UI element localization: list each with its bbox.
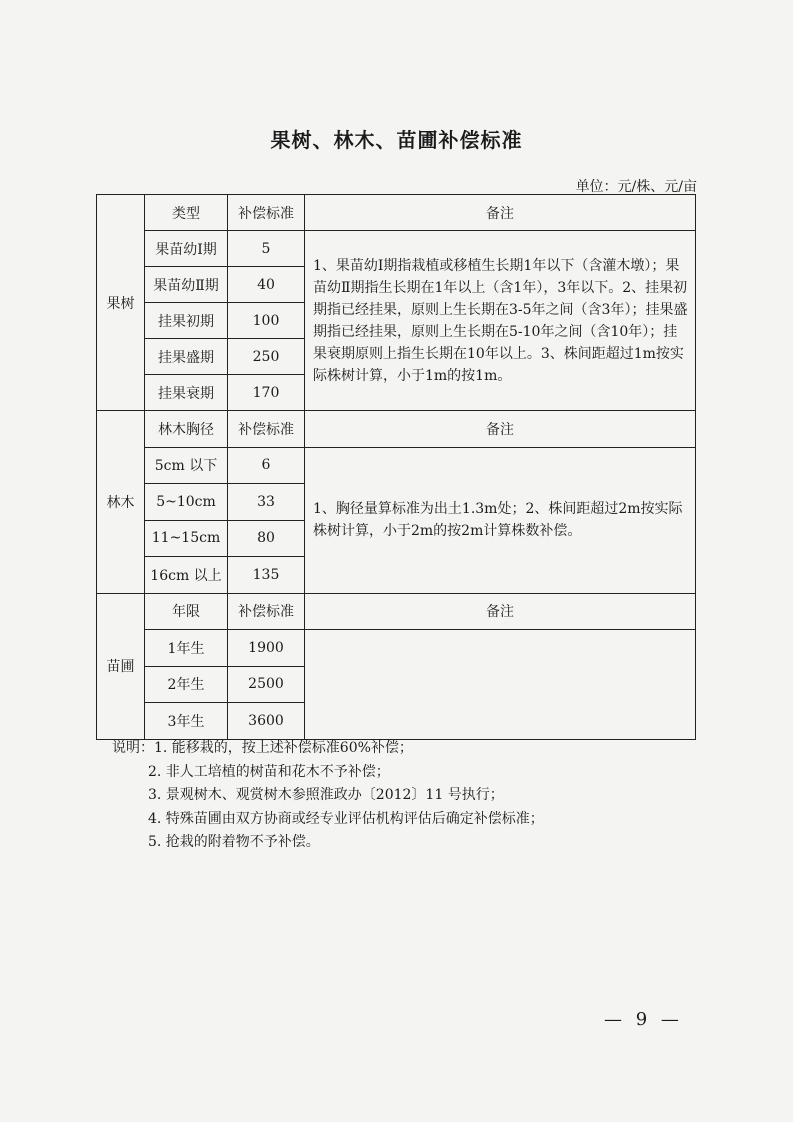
table-row <box>97 593 696 630</box>
row-type: 挂果衰期 <box>145 375 228 411</box>
row-value: 80 <box>228 520 305 557</box>
row-type: 挂果盛期 <box>145 339 228 375</box>
remark-item-1: 说明：1. 能移栽的，按上述补偿标准60%补偿； <box>112 740 413 756</box>
row-type: 挂果初期 <box>145 303 228 339</box>
row-type: 11~15cm <box>145 520 228 557</box>
column-header-standard: 补偿标准 <box>228 593 305 630</box>
compensation-table <box>96 194 696 740</box>
column-header-type: 类型 <box>145 195 228 231</box>
row-value: 2500 <box>228 666 305 703</box>
row-value: 250 <box>228 339 305 375</box>
remark-item-5: 5. 抢栽的附着物不予补偿。 <box>148 834 320 850</box>
row-value: 170 <box>228 375 305 411</box>
table-row <box>97 411 696 448</box>
remark-item-2: 2. 非人工培植的树苗和花木不予补偿； <box>148 763 390 780</box>
column-header-note: 备注 <box>305 593 696 630</box>
row-type: 5cm 以下 <box>145 447 228 484</box>
page-number: — 9 — <box>604 1009 683 1030</box>
remark-item-4: 4. 特殊苗圃由双方协商或经专业评估机构评估后确定补偿标准； <box>148 810 544 827</box>
row-type: 果苗幼Ⅰ期 <box>145 231 228 267</box>
category-forest: 林木 <box>97 411 145 594</box>
forest-note: 1、胸径量算标准为出土1.3m处；2、株间距超过2m按实际株树计算，小于2m的按2m计算株数补偿。 <box>305 447 696 593</box>
row-type: 3年生 <box>145 703 228 740</box>
table-row <box>97 447 696 484</box>
row-type: 16cm 以上 <box>145 557 228 594</box>
remarks-label: 说明： <box>112 740 154 756</box>
column-header-type: 林木胸径 <box>145 411 228 448</box>
row-value: 135 <box>228 557 305 594</box>
remarks-block <box>112 737 544 855</box>
row-value: 3600 <box>228 703 305 740</box>
row-type: 2年生 <box>145 666 228 703</box>
table-row <box>97 231 696 267</box>
row-value: 33 <box>228 484 305 521</box>
row-type: 5~10cm <box>145 484 228 521</box>
column-header-standard: 补偿标准 <box>228 411 305 448</box>
column-header-standard: 补偿标准 <box>228 195 305 231</box>
table-row <box>97 195 696 231</box>
row-value: 1900 <box>228 630 305 667</box>
category-nursery: 苗圃 <box>97 593 145 739</box>
remark-item-3: 3. 景观树木、观赏树木参照淮政办〔2012〕11 号执行； <box>148 787 504 803</box>
column-header-note: 备注 <box>305 195 696 231</box>
column-header-type: 年限 <box>145 593 228 630</box>
row-value: 40 <box>228 267 305 303</box>
page-title: 果树、林木、苗圃补偿标准 <box>270 128 523 152</box>
unit-label: 单位：元/株、元/亩 <box>575 179 697 195</box>
table-row <box>97 630 696 667</box>
column-header-note: 备注 <box>305 411 696 448</box>
row-type: 果苗幼Ⅱ期 <box>145 267 228 303</box>
category-fruit: 果树 <box>97 195 145 411</box>
row-value: 100 <box>228 303 305 339</box>
row-type: 1年生 <box>145 630 228 667</box>
nursery-note <box>305 630 696 740</box>
row-value: 6 <box>228 447 305 484</box>
row-value: 5 <box>228 231 305 267</box>
fruit-note: 1、果苗幼Ⅰ期指栽植或移植生长期1年以下（含灌木墩）；果苗幼Ⅱ期指生长期在1年以上（含1年），3年以下。2、挂果初期指已经挂果，原则上生长期在3-5年之间（含3年）；挂果盛期指已经挂果，原则上生长期在5-10年之间（含10年）；挂果衰期原则上指生长期在10年以上。3、株间距超过1m按实际株树计算，小于1m的按1m。 <box>305 231 696 411</box>
